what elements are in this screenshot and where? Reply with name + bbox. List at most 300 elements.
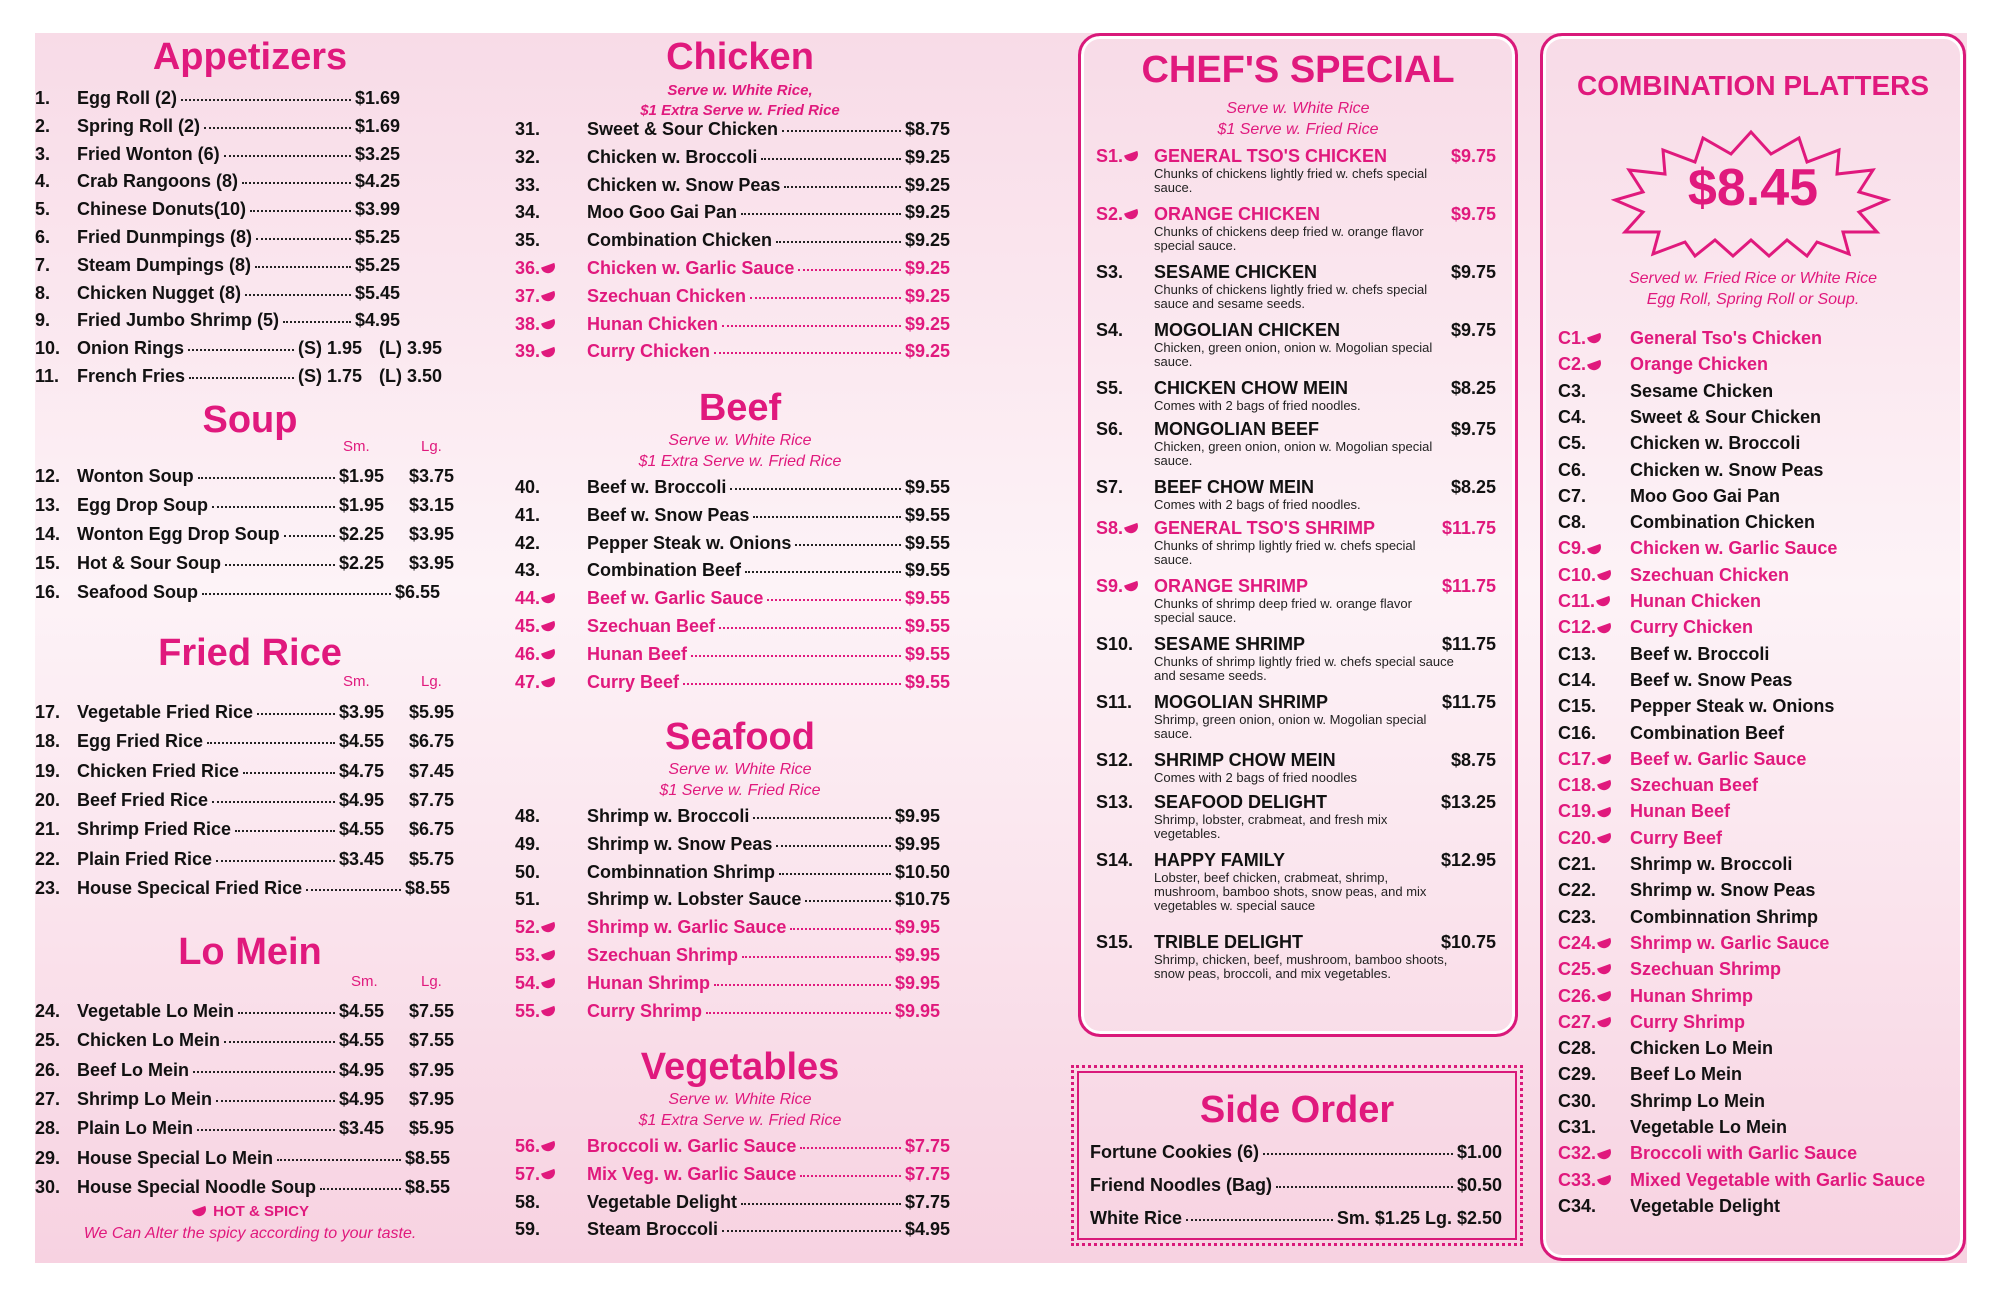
item-code: C31.	[1558, 1117, 1597, 1137]
menu-item[interactable]	[515, 254, 965, 282]
chef-special-item[interactable]	[1096, 320, 1496, 376]
item-price: $1.69	[355, 88, 401, 108]
menu-item[interactable]	[35, 845, 465, 873]
chef-special-item[interactable]	[1096, 634, 1496, 690]
item-name: Crab Rangoons (8)	[77, 171, 239, 192]
item-name: Hunan Chicken	[1630, 591, 1762, 611]
item-number: S1.	[1096, 146, 1141, 167]
item-price: $9.25	[905, 341, 951, 362]
menu-item[interactable]	[515, 612, 965, 640]
item-name: SEAFOOD DELIGHT	[1154, 792, 1328, 812]
item-price: $3.99	[355, 199, 401, 220]
item-code: C11.	[1558, 591, 1613, 612]
item-name: GENERAL TSO'S CHICKEN	[1154, 146, 1387, 166]
item-price-large: $7.55	[409, 1001, 455, 1021]
menu-item[interactable]	[35, 279, 465, 307]
item-price: $9.25	[905, 146, 951, 167]
item-name: French Fries	[77, 366, 186, 386]
item-number: 4.	[35, 171, 51, 192]
item-name: Combination Chicken	[1630, 512, 1816, 533]
item-number: 14.	[35, 524, 61, 544]
dotted-leader	[235, 830, 335, 832]
item-price: $5.25	[355, 254, 401, 275]
item-price: $7.75	[905, 1191, 951, 1212]
item-name: ORANGE SHRIMP	[1154, 576, 1309, 596]
item-price: $4.95	[905, 1219, 951, 1240]
item-number: 53.	[515, 941, 558, 969]
item-name: Moo Goo Gai Pan	[1630, 485, 1781, 506]
fried-rice-size-header	[35, 673, 465, 695]
item-code: C21.	[1558, 854, 1597, 874]
item-name: Orange Chicken	[1630, 354, 1769, 375]
menu-item[interactable]	[515, 337, 965, 365]
item-description: Chicken, green onion, onion w. Mogolian special sauce.	[1154, 340, 1433, 369]
item-number: 32.	[515, 146, 541, 167]
item-number: 47.	[515, 668, 558, 696]
item-name: Beef Lo Mein	[77, 1059, 190, 1080]
item-number: 44.	[515, 584, 558, 612]
item-number: 8.	[35, 282, 51, 303]
item-number: 39.	[515, 337, 558, 365]
item-name: SHRIMP CHOW MEIN	[1154, 750, 1336, 770]
item-price: $11.75	[1441, 692, 1496, 712]
item-price: $1.95	[339, 466, 385, 486]
item-name: Hunan Chicken	[587, 313, 719, 334]
item-price: $3.95	[339, 702, 385, 722]
item-number: 6.	[35, 227, 51, 247]
item-name: Mixed Vegetable with Garlic Sauce	[1630, 1169, 1926, 1190]
chef-sub-2: $1 Serve w. Fried Rice	[1217, 121, 1379, 138]
combination-box	[1540, 33, 1966, 1261]
menu-item[interactable]	[35, 140, 465, 168]
item-code: C4.	[1558, 406, 1587, 427]
item-price: $9.55	[905, 532, 951, 553]
menu-item[interactable]	[35, 727, 465, 755]
pepper-icon	[541, 346, 557, 358]
item-number: 26.	[35, 1059, 61, 1080]
item-price: $5.25	[355, 227, 401, 247]
item-name: Fried Dunmpings (8)	[77, 227, 252, 247]
item-price: $9.95	[895, 945, 941, 965]
beef-title: Beef	[698, 387, 782, 429]
item-description: Chunks of chickens deep fried w. orange flavor special sauce.	[1154, 224, 1424, 253]
item-number: 45.	[515, 612, 558, 640]
menu-item[interactable]	[35, 578, 465, 606]
item-code: C33.	[1558, 1170, 1614, 1191]
item-price: $4.55	[339, 1030, 385, 1051]
item-number: 59.	[515, 1219, 541, 1240]
menu-item[interactable]	[515, 969, 965, 997]
menu-item[interactable]	[515, 941, 965, 969]
item-name: Broccoli with Garlic Sauce	[1630, 1143, 1858, 1164]
seafood-title: Seafood	[665, 716, 815, 758]
menu-item[interactable]	[35, 1026, 465, 1054]
menu-item[interactable]	[515, 1215, 965, 1243]
item-number: S9.	[1096, 576, 1141, 597]
pepper-icon	[1587, 359, 1603, 371]
item-code: C10.	[1558, 565, 1614, 586]
pepper-icon	[541, 593, 557, 605]
item-name: Sesame Chicken	[1630, 380, 1774, 401]
item-code: C17.	[1558, 749, 1614, 770]
item-name: Combination Beef	[1630, 722, 1785, 743]
item-price: $3.45	[339, 1118, 385, 1139]
item-number: 30.	[35, 1176, 61, 1197]
item-name: Fried Jumbo Shrimp (5)	[77, 310, 280, 331]
item-price: $12.95	[1440, 850, 1496, 870]
dotted-leader	[691, 655, 901, 657]
menu-item[interactable]	[515, 913, 965, 941]
item-name: MONGOLIAN BEEF	[1154, 419, 1319, 439]
menu-item[interactable]	[515, 529, 965, 557]
menu-item[interactable]	[515, 1132, 965, 1160]
item-name: Pepper Steak w. Onions	[587, 532, 792, 553]
vegetables-sub-2: $1 Extra Serve w. Fried Rice	[638, 1112, 842, 1129]
menu-item[interactable]	[35, 1114, 465, 1142]
menu-item[interactable]	[515, 282, 965, 310]
pepper-icon	[541, 677, 557, 689]
menu-item[interactable]	[515, 143, 965, 171]
dotted-leader	[761, 158, 901, 160]
menu-item[interactable]	[515, 226, 965, 254]
menu-item[interactable]	[35, 815, 465, 843]
vegetables-title: Vegetables	[640, 1046, 840, 1088]
dotted-leader	[189, 377, 294, 379]
chef-sub-1: Serve w. White Rice	[1226, 100, 1370, 117]
menu-item[interactable]	[35, 112, 465, 140]
item-code: C20.	[1558, 828, 1614, 849]
item-name: BEEF CHOW MEIN	[1154, 477, 1314, 497]
item-price: $1.69	[355, 115, 401, 136]
menu-item[interactable]	[35, 1173, 465, 1201]
item-name: Szechuan Beef	[587, 616, 716, 636]
dotted-leader	[683, 683, 901, 685]
item-name: Szechuan Shrimp	[1630, 959, 1782, 980]
item-name: Chicken w. Snow Peas	[587, 174, 781, 195]
sm-label: Sm.	[351, 973, 378, 990]
lg-label: Lg.	[421, 973, 442, 990]
item-number: 15.	[35, 553, 61, 573]
menu-item[interactable]	[35, 997, 465, 1025]
menu-item[interactable]	[35, 549, 465, 577]
item-code: C13.	[1558, 643, 1597, 664]
item-description: Chunks of shrimp lightly fried w. chefs special sauce and sesame seeds.	[1154, 654, 1454, 683]
dotted-leader	[204, 127, 351, 129]
chef-special-item[interactable]	[1096, 692, 1496, 748]
menu-item[interactable]	[35, 462, 465, 490]
chef-special-item[interactable]	[1096, 576, 1496, 632]
dotted-leader	[197, 1129, 335, 1131]
item-description: Chicken, green onion, onion w. Mogolian special sauce.	[1154, 439, 1433, 468]
item-price: $4.55	[339, 819, 385, 840]
chicken-sub-1: Serve w. White Rice,	[667, 82, 813, 99]
item-price: $9.25	[905, 202, 951, 223]
menu-item[interactable]	[35, 491, 465, 519]
menu-item[interactable]	[515, 668, 965, 696]
pepper-icon	[541, 263, 557, 275]
chef-special-item[interactable]	[1096, 850, 1496, 913]
pepper-icon	[541, 1169, 557, 1181]
dotted-leader	[242, 182, 351, 184]
item-price-large: $3.75	[409, 466, 455, 486]
chef-special-item[interactable]	[1096, 932, 1496, 988]
item-description: Chunks of chickens lightly fried w. chefs special sauce and sesame seeds.	[1154, 282, 1428, 311]
item-number: 21.	[35, 819, 61, 840]
pepper-icon	[541, 621, 557, 633]
menu-item[interactable]	[515, 584, 965, 612]
item-name: Beef w. Broccoli	[1630, 643, 1770, 664]
item-number: 11.	[35, 366, 60, 386]
side-order-item[interactable]	[1090, 1204, 1502, 1232]
menu-item[interactable]	[35, 223, 465, 251]
pepper-icon	[1587, 543, 1603, 555]
chef-special-title: CHEF'S SPECIAL	[1141, 49, 1455, 91]
item-number: 50.	[515, 861, 541, 882]
fried-rice-title: Fried Rice	[158, 632, 342, 674]
item-code: C27.	[1558, 1012, 1614, 1033]
item-price: $9.25	[905, 174, 951, 195]
menu-item[interactable]	[515, 802, 965, 830]
item-price: $9.55	[905, 616, 951, 636]
item-number: 52.	[515, 913, 558, 941]
item-description: Chunks of shrimp lightly fried w. chefs special sauce.	[1154, 538, 1416, 567]
menu-item[interactable]	[35, 167, 465, 195]
item-description: Chunks of shrimp deep fried w. orange flavor special sauce.	[1154, 596, 1412, 625]
pepper-icon	[1597, 622, 1613, 634]
item-number: 16.	[35, 582, 61, 602]
item-code: C30.	[1558, 1090, 1597, 1111]
menu-item[interactable]	[515, 830, 965, 858]
menu-item[interactable]	[515, 198, 965, 226]
item-name: Beef w. Snow Peas	[587, 504, 750, 525]
item-code: C18.	[1558, 775, 1614, 796]
dotted-leader	[706, 1012, 891, 1014]
item-price: $1.95	[339, 495, 385, 515]
item-number: S3.	[1096, 262, 1124, 282]
pepper-icon	[1597, 1175, 1613, 1187]
dotted-leader	[188, 349, 294, 351]
menu-item[interactable]	[515, 858, 965, 886]
pepper-icon	[1597, 938, 1613, 950]
item-code: C12.	[1558, 617, 1614, 638]
dotted-leader	[250, 210, 351, 212]
dotted-leader	[753, 817, 891, 819]
item-number: 17.	[35, 702, 61, 722]
item-name: Shrimp w. Garlic Sauce	[1630, 932, 1830, 953]
pepper-icon	[1597, 1148, 1613, 1160]
item-price: $0.50	[1456, 1175, 1502, 1195]
pepper-icon	[541, 649, 557, 661]
side-order-box	[1071, 1065, 1523, 1246]
item-name: Seafood Soup	[77, 582, 198, 602]
item-price-large: $7.55	[409, 1030, 455, 1051]
menu-item[interactable]	[515, 885, 965, 913]
item-price: $8.55	[405, 1176, 451, 1197]
menu-item[interactable]	[515, 310, 965, 338]
dotted-leader	[1276, 1186, 1453, 1188]
item-number: S14.	[1096, 850, 1134, 870]
item-name: Friend Noodles (Bag)	[1090, 1175, 1273, 1195]
item-name: Plain Lo Mein	[77, 1118, 194, 1139]
menu-item[interactable]	[35, 786, 465, 814]
chef-special-item[interactable]	[1096, 419, 1496, 475]
chef-special-item[interactable]	[1096, 146, 1496, 202]
item-name: Hunan Shrimp	[1630, 985, 1754, 1006]
dotted-leader	[255, 266, 351, 268]
item-number: 2.	[35, 115, 51, 136]
item-number: 22.	[35, 848, 61, 869]
chef-special-item[interactable]	[1096, 518, 1496, 574]
menu-item[interactable]	[35, 757, 465, 785]
dotted-leader	[257, 713, 335, 715]
menu-item[interactable]	[35, 698, 465, 726]
item-number: S8.	[1096, 518, 1141, 539]
chef-special-item[interactable]	[1096, 204, 1496, 260]
item-description: Comes with 2 bags of fried noodles	[1154, 770, 1358, 785]
item-code: C14.	[1558, 669, 1597, 690]
item-code: C28.	[1558, 1038, 1597, 1059]
dotted-leader	[722, 1230, 901, 1232]
menu-item[interactable]	[35, 1144, 465, 1172]
chef-special-box	[1078, 33, 1518, 1037]
menu-item[interactable]	[515, 1188, 965, 1216]
item-number: S5.	[1096, 378, 1124, 398]
item-price: $11.75	[1441, 518, 1496, 538]
item-price: $11.75	[1441, 634, 1496, 654]
menu-item[interactable]	[35, 1085, 465, 1113]
item-number: 35.	[515, 230, 541, 251]
menu-item[interactable]	[35, 1056, 465, 1084]
item-price: (S) 1.95	[298, 338, 363, 359]
pepper-icon	[1597, 780, 1613, 792]
item-number: S11.	[1096, 692, 1133, 712]
lg-label: Lg.	[421, 673, 442, 690]
item-price: $5.45	[355, 282, 401, 303]
item-name: Szechuan Shrimp	[587, 945, 739, 965]
dotted-leader	[784, 186, 901, 188]
menu-item[interactable]	[515, 473, 965, 501]
item-name: Szechuan Beef	[1630, 775, 1759, 796]
menu-item[interactable]	[35, 195, 465, 223]
menu-item[interactable]	[515, 501, 965, 529]
item-name: TRIBLE DELIGHT	[1154, 932, 1303, 952]
menu-item[interactable]	[515, 640, 965, 668]
dotted-leader	[730, 488, 901, 490]
item-price: $4.95	[339, 789, 385, 810]
dotted-leader	[1263, 1153, 1453, 1155]
item-price-large: $6.75	[409, 819, 455, 840]
item-price: $4.95	[339, 1059, 385, 1080]
dotted-leader	[719, 627, 901, 629]
item-number: 43.	[515, 560, 541, 581]
chef-special-item[interactable]	[1096, 792, 1496, 848]
item-price-large: $7.95	[409, 1088, 455, 1109]
menu-item[interactable]	[35, 334, 465, 362]
item-description: Comes with 2 bags of fried noodles.	[1154, 497, 1361, 512]
item-number: 12.	[35, 466, 61, 486]
item-number: 29.	[35, 1147, 61, 1168]
pepper-icon	[541, 1006, 557, 1018]
item-name: Wonton Egg Drop Soup	[77, 524, 280, 544]
pepper-icon	[541, 291, 557, 303]
item-code: C29.	[1558, 1064, 1597, 1085]
item-code: C25.	[1558, 959, 1614, 980]
item-price: $9.75	[1450, 419, 1496, 439]
item-number: 1.	[35, 88, 51, 108]
item-name: Shrimp w. Garlic Sauce	[587, 917, 787, 938]
item-name: Moo Goo Gai Pan	[587, 202, 738, 223]
item-code: C16.	[1558, 722, 1597, 743]
side-order-item[interactable]	[1090, 1138, 1502, 1166]
dotted-leader	[181, 99, 351, 101]
item-price: $1.00	[1456, 1142, 1502, 1162]
item-name: Chicken w. Garlic Sauce	[587, 258, 795, 278]
menu-item[interactable]	[515, 1160, 965, 1188]
pepper-icon	[1597, 754, 1613, 766]
menu-item[interactable]	[35, 362, 465, 390]
item-number: 3.	[35, 143, 51, 164]
menu-item[interactable]	[35, 520, 465, 548]
item-price: $9.55	[905, 560, 951, 581]
menu-item[interactable]	[35, 84, 465, 112]
item-name: Curry Shrimp	[587, 1000, 703, 1021]
dotted-leader	[742, 956, 891, 958]
item-name: Plain Fried Rice	[77, 848, 213, 869]
menu-item[interactable]	[35, 874, 465, 902]
dotted-leader	[224, 155, 351, 157]
menu-item[interactable]	[515, 171, 965, 199]
dotted-leader	[795, 544, 901, 546]
combination-price: $8.45	[1687, 159, 1819, 217]
item-price: $9.75	[1450, 262, 1496, 282]
menu-item[interactable]	[515, 115, 965, 143]
menu-item[interactable]	[35, 251, 465, 279]
side-order-item[interactable]	[1090, 1171, 1502, 1199]
dotted-leader	[238, 1012, 335, 1014]
item-code: C23.	[1558, 906, 1597, 927]
item-name: SESAME SHRIMP	[1154, 634, 1306, 654]
item-price: $9.55	[905, 671, 951, 692]
menu-item[interactable]	[515, 997, 965, 1025]
sm-label: Sm.	[343, 673, 370, 690]
item-price: $9.25	[905, 285, 951, 306]
item-price: $9.25	[905, 258, 951, 278]
dotted-leader	[779, 873, 891, 875]
item-name: Vegetable Delight	[1630, 1195, 1781, 1216]
pepper-icon	[1597, 1017, 1613, 1029]
soup-title: Soup	[202, 399, 298, 441]
item-name: Shrimp Lo Mein	[1630, 1090, 1765, 1111]
dotted-leader	[198, 477, 335, 479]
menu-item[interactable]	[35, 306, 465, 334]
item-price: $6.55	[395, 582, 441, 602]
item-number: 37.	[515, 282, 558, 310]
item-name: Hunan Beef	[587, 643, 688, 664]
item-name: House Special Lo Mein	[77, 1147, 274, 1168]
item-price: $11.75	[1441, 576, 1496, 596]
item-number: 33.	[515, 174, 541, 195]
item-code: C7.	[1558, 485, 1587, 506]
item-price: $9.75	[1450, 320, 1496, 340]
chef-special-item[interactable]	[1096, 262, 1496, 318]
dotted-leader	[212, 506, 335, 508]
menu-item[interactable]	[515, 556, 965, 584]
item-number: 49.	[515, 833, 541, 854]
item-name: Shrimp w. Snow Peas	[1630, 880, 1816, 901]
item-number: 24.	[35, 1001, 61, 1021]
beef-sub-1: Serve w. White Rice	[668, 432, 812, 449]
item-name: Spring Roll (2)	[77, 115, 200, 136]
